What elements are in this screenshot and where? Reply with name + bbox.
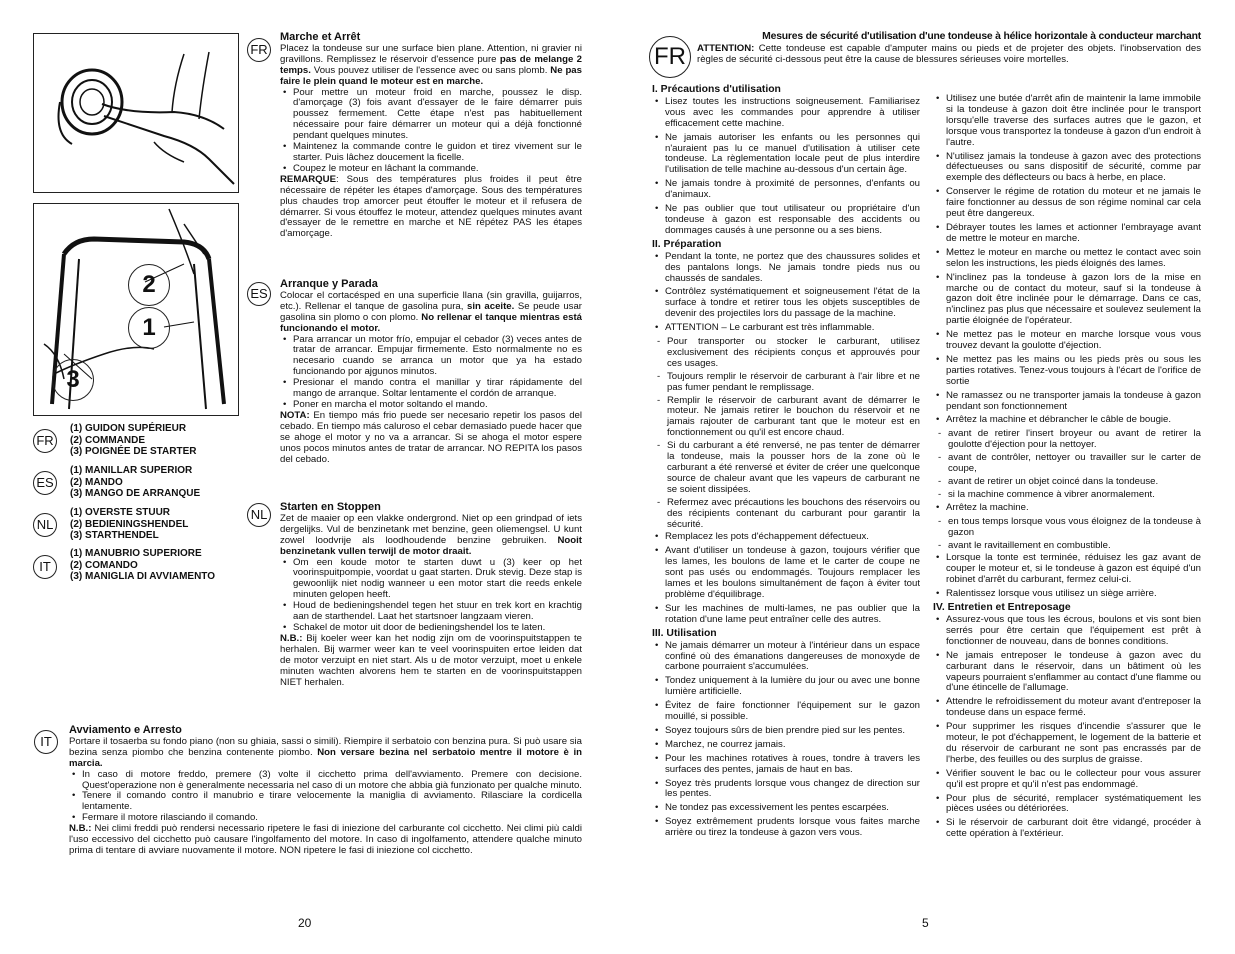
section-nl-start-stop <box>280 502 582 688</box>
bullet-list <box>652 252 920 626</box>
list-item: • Utilisez une butée d'arrêt afin de maintenir la lame immobile si la tondeuse à gazon doit être inclinée pour le transport lorsqu'elle traverse des surfaces autres que le gazon, et lorsque vous transportez la tondeuse à gazon d'un endroit à l'autre. <box>933 94 1201 149</box>
section-intro: Zet de maaier op een vlakke ondergrond. Niet op een grindpad of iets dergelijks. Vul de benzinetank met benzine, geen oliemengsel. U kunt zowel loodvrije als loodhoudende benzine gebruiken. Nooit benzinetank vullen terwijl de motor draait. <box>280 512 582 557</box>
list-item: • Marchez, ne courrez jamais. <box>652 740 920 751</box>
lang-badge-fr-right: FR <box>649 36 691 78</box>
legend-line: (1) OVERSTE STUUR <box>70 507 171 518</box>
section-intro: Portare il tosaerba su fondo piano (non su ghiaia, sassi o simili). Riempire il serbatoio con benzina pura. Si può usare sia bezina senza piombo che benzina contenente piombo. Non versare bezina nel serbatoio mentre il motore è in marcia. <box>69 735 583 769</box>
list-item: • Pour plus de sécurité, remplacer systématiquement les pièces usées ou détériorées. <box>933 794 1201 816</box>
list-item: • Attendre le refroidissement du moteur avant d'entreposer la tondeuse dans un espace fermé. <box>933 697 1201 719</box>
list-item: • Arrêtez la machine et débrancher le câble de bougie. <box>933 415 1201 426</box>
lang-badge-es-section: ES <box>247 282 271 306</box>
legend-line: (2) BEDIENINGSHENDEL <box>70 518 189 530</box>
lang-badge-nl-section: NL <box>247 503 271 527</box>
section-es-start-stop <box>280 279 582 465</box>
list-item: • Contrôlez systématiquement et soigneusement l'état de la surface à tondre et retirer tous les objets susceptibles de devenir des projectiles lors du passage de la machine. <box>652 287 920 320</box>
page-number-left: 20 <box>298 916 312 930</box>
list-item: • Remplacez les pots d'échappement défectueux. <box>652 532 920 543</box>
list-item: • Coupez le moteur en lâchant la commande. <box>280 164 582 175</box>
legend-fr <box>33 423 263 463</box>
sub-list-item: - Si du carburant a été renversé, ne pas tenter de démarrer la tondeuse, mais la pousser hors de la zone où le carburant a été renversé et éviter de créer une quelconque source de chaleur avant que les vapeurs de carburant ne se soient dissipées. <box>652 441 920 496</box>
list-item: • ATTENTION – Le carburant est très inflammable. <box>652 323 920 334</box>
section-note: NOTA: En tiempo más frio puede ser necesario repetir los pasos del cebado. En tiempo más caluroso el cebar demasiado puede hacer que se ahoge el motor y no va a arrancar. Si se ahoga el motor espere unos pocos minutos antes de tratar de arrancar. NO REPITA los pasos del cebado. <box>280 409 582 465</box>
sub-list-item: - si la machine commence à vibrer anormalement. <box>933 490 1201 501</box>
list-item: • Pour supprimer les risques d'incendie s'assurer que le moteur, le pot d'échappement, le logement de la batterie et du réservoir de carburant ne sont pas encrassés par de l'herbe, des feuilles ou des surplus de graisse. <box>933 722 1201 766</box>
legend-es <box>33 465 263 505</box>
list-item: • Houd de bedieningshendel tegen het stuur en trek kort en krachtig aan de starthendel. Laat het startsnoer langzaam vieren. <box>280 601 582 623</box>
list-item: • Pour mettre un moteur froid en marche, poussez le disp. d'amorçage (3) fois avant d'essayer de le faire démarrer puis poussez fermement. Cette étape n'est pas habituellement nécessaire pour faire démarrer un moteur qui a déjà fonctionné pendant quelques minutes. <box>280 88 582 143</box>
section-intro: Colocar el cortacésped en una superficie llana (sin gravilla, guijarros, etc.). Rellenar el tanque de gasolina pura, sin aceite. Se peude usar gasolina sin plomo o con plomo. No rellenar el tanque mientras está funcionando el motor. <box>280 289 582 334</box>
primer-illustration <box>34 34 238 192</box>
label-1: 1 <box>128 307 170 349</box>
list-item: • Lorsque la tonte est terminée, réduisez les gaz avant de couper le moteur et, si le tondeuse à gazon est équipé d'un robinet d'arrêt du carburant, fermez celui-ci. <box>933 553 1201 586</box>
list-item: • N'inclinez pas la tondeuse à gazon lors de la mise en marche ou de contact du moteur, sauf si la tondeuse à gazon doit être inclinée pour le démarrage. Dans ce cas, n'inclinez pas plus que nécessaire et soulevez seulement la partie éloignée de l'opérateur. <box>933 273 1201 328</box>
legend-line: (2) MANDO <box>70 476 123 488</box>
list-item: • Sur les machines de multi-lames, ne pas oublier que la rotation d'une lame peut entraîner celle des autres. <box>652 604 920 626</box>
lang-badge-it: IT <box>33 555 57 579</box>
list-item: • N'utilisez jamais la tondeuse à gazon avec des protections défectueuses ou sans dispositif de sécurité, comme par exemple des déflecteurs ou bacs à herbe, en place. <box>933 152 1201 185</box>
lang-badge-es: ES <box>33 471 57 495</box>
bullet-list <box>69 770 582 825</box>
list-item: • Ne jamais tondre à proximité de personnes, d'enfants ou d'animaux. <box>652 179 920 201</box>
safety-column-2 <box>933 94 1201 843</box>
list-item: • Ralentissez lorsque vous utilisez un siège arrière. <box>933 589 1201 600</box>
list-item: • Arrêtez la machine. <box>933 503 1201 514</box>
bullet-list <box>280 88 582 175</box>
list-item: • Ne jamais démarrer un moteur à l'intérieur dans un espace confiné où des émanations dangereuses de monoxyde de carbone pourraient s'accumulées. <box>652 641 920 674</box>
legend-line: (1) MANILLAR SUPERIOR <box>70 465 193 476</box>
bullet-list <box>652 97 920 237</box>
list-item: • Évitez de faire fonctionner l'équipement sur le gazon mouillé, si possible. <box>652 701 920 723</box>
list-item: • Soyez toujours sûrs de bien prendre pied sur les pentes. <box>652 726 920 737</box>
list-item: • Lisez toutes les instructions soigneusement. Familiarisez vous avec les commandes pour apprendre à utiliser efficacement cette machine. <box>652 97 920 130</box>
section-title: Starten en Stoppen <box>280 501 381 513</box>
list-item: • Si le réservoir de carburant doit être vidangé, procéder à cette opération à l'extérieur. <box>933 818 1201 840</box>
sub-list-item: - en tous temps lorsque vous vous éloignez de la tondeuse à gazon <box>933 517 1201 539</box>
section-title: Marche et Arrêt <box>280 31 361 43</box>
list-item: • Ne jamais autoriser les enfants ou les personnes qui n'auraient pas lu ce manuel d'utilisation à utiliser cete tondeuse. La règlementation locale peut de plus interdire l'utilisation de telle machine au-dessous d'un certain âge. <box>652 133 920 177</box>
bullet-list <box>280 558 582 634</box>
lang-badge-it-section: IT <box>34 730 58 754</box>
list-item: • Pour les machines rotatives à roues, tondre à travers les surfaces des pentes, jamais de haut en bas. <box>652 754 920 776</box>
section-intro: Placez la tondeuse sur une surface bien plane. Attention, ni gravier ni gravillons. Remplissez le réservoir d'essence pure pas de melange 2 temps. Vous pouvez utiliser de l'essence avec ou sans plomb. Ne pas faire le plein quand le moteur est en marche. <box>280 42 583 87</box>
section-heading: IV. Entretien et Entreposage <box>933 602 1071 614</box>
section-it-start-stop <box>69 725 582 857</box>
list-item: • Avant d'utiliser un tondeuse à gazon, toujours vérifier que les lames, les boulons de lame et le carter de coupe ne sont pas usés ou endommagés. Toujours remplacer les lames et les boulons simultanément de façon à éviter tout problème d'équilibrage. <box>652 546 920 601</box>
sub-list-item: - Refermez avec précautions les bouchons des réservoirs ou des récipients contenant du carburant pour garantir la sécurité. <box>652 498 920 531</box>
sub-list-item: - Remplir le réservoir de carburant avant de démarrer le moteur. Ne jamais retirer le bouchon du réservoir et ne jamais rajouter de carburant tant que le moteur est en fonctionnement ou qu'il est encore chaud. <box>652 396 920 440</box>
sub-list-item: - avant de retirer l'insert broyeur ou avant de retirer la goulotte d'éjection pour la nettoyer. <box>933 429 1201 451</box>
list-item: • Tondez uniquement à la lumière du jour ou avec une bonne lumière artificielle. <box>652 676 920 698</box>
legend-it <box>33 548 273 588</box>
sub-list-item: - avant de contrôler, nettoyer ou travailler sur le carter de coupe, <box>933 453 1201 475</box>
list-item: • Soyez extrêmement prudents lorsque vous faites marche arrière ou tirez la tondeuse à gazon vers vous. <box>652 817 920 839</box>
legend-line: (1) MANUBRIO SUPERIORE <box>70 548 202 559</box>
bullet-list <box>280 335 582 411</box>
sub-list-item: - avant de retirer un objet coincé dans la tondeuse. <box>933 477 1201 488</box>
lang-badge-nl: NL <box>33 513 57 537</box>
safety-column-1 <box>652 82 920 842</box>
list-item: • Soyez très prudents lorsque vous changez de direction sur les pentes. <box>652 779 920 801</box>
section-title: Arranque y Parada <box>280 278 378 290</box>
list-item: • Fermare il motore rilasciando il comando. <box>69 813 582 824</box>
safety-header <box>697 32 1201 66</box>
list-item: • Poner en marcha el motor soltando el mando. <box>280 400 582 411</box>
list-item: • Ne mettez pas les mains ou les pieds près ou sous les parties rotatives. Tenez-vous toujours à l'écart de l'orifice de sortie <box>933 355 1201 388</box>
figure-primer <box>33 33 239 193</box>
section-title: Avviamento e Arresto <box>69 724 182 736</box>
list-item: • Para arrancar un motor frío, empujar el cebador (3) veces antes de tratar de arrancar. Empujar firmemente. Esto normalmente no es necesario cuando se arranca un motor que ya ha estado funcionando por ajgunos minutos. <box>280 335 582 379</box>
bullet-list <box>933 94 1201 600</box>
list-item: • Ne mettez pas le moteur en marche lorsque vous vous trouvez devant la goulotte d'éjection. <box>933 330 1201 352</box>
list-item: • Conserver le régime de rotation du moteur et ne jamais le faire fonctionner au dessus de son régime nominal car cela peut être dangereux. <box>933 187 1201 220</box>
list-item: • Vérifier souvent le bac ou le collecteur pour vous assurer qu'il est propre et qu'il n'est pas endommagé. <box>933 769 1201 791</box>
legend-line: (3) MANIGLIA DI AVVIAMENTO <box>70 571 215 582</box>
sub-list-item: - Toujours remplir le réservoir de carburant à l'air libre et ne pas fumer pendant le remplissage. <box>652 372 920 394</box>
list-item: • Ne tondez pas excessivement les pentes escarpées. <box>652 803 920 814</box>
list-item: • Schakel de motor uit door de bedieningshendel los te laten. <box>280 623 582 634</box>
label-3: 3 <box>52 359 94 401</box>
bullet-list <box>933 615 1201 840</box>
page-title: Mesures de sécurité d'utilisation d'une tondeuse à hélice horizontale à conducteur marchant <box>762 31 1201 42</box>
list-item: • Presionar el mando contra el manillar y tirar rápidamente del mango de arranque. Soltar lentamente el cordón de arranque. <box>280 378 582 400</box>
list-item: • Ne pas oublier que tout utilisateur ou propriétaire d'un tondeuse à gazon est responsable des accidents ou dommages causés à une personne ou a ses biens. <box>652 204 920 237</box>
list-item: • Om een koude motor te starten duwt u (3) keer op het voorinspuitpompie, voordat u gaat starten. Druk stevig. Deze stap is gewoonlijk niet nodig wanneer u een motor start die reeds enkele minuten gelopen heeft. <box>280 558 582 602</box>
list-item: • In caso di motore freddo, premere (3) volte il cicchetto prima dell'avviamento. Premere con decisione. Quest'operazione non è generalmente necessaria nel caso di un motore che abbia già funzionato per qualche minuto. <box>69 770 582 792</box>
list-item: • Pendant la tonte, ne portez que des chaussures solides et des pantalons longs. Ne jamais tondre pieds nus ou chaussés de sandales. <box>652 252 920 285</box>
label-2: 2 <box>128 264 170 306</box>
list-item: • Ne ramassez ou ne transporter jamais la tondeuse à gazon pendant son fonctionnement <box>933 391 1201 413</box>
list-item: • Maintenez la commande contre le guidon et tirez vivement sur le starter. Puis lâchez doucement la ficelle. <box>280 142 582 164</box>
section-note: REMARQUE: Sous des températures plus froides il peut être nécessaire de répéter les étapes d'amorçage. Sous des températures plus chaudes trop amorcer peut étouffer le moteur et il refusera de démarrer. Si vous étouffez le moteur, attendez quelques minutes avant d'essayer de le remettre en marche et NE répétez PAS les étapes d'amorçage. <box>280 173 582 240</box>
section-note: N.B.: Nei climi freddi può rendersi necessario ripetere le fasi di iniezione del carburante col cicchetto. Nei climi più caldi l'uso eccessivo del cicchetto può causare l'ingolfamento del motore. In caso di ingolfamento, attendere qualche minuto prima di tentare di avviare nuovamente il motore. NON ripetere le fasi di iniezione col cicchetto. <box>69 823 582 856</box>
list-item: • Assurez-vous que tous les écrous, boulons et vis sont bien serrés pour être certain que l'équipement est prêt à fonctionner de nouveau, dans de bonnes conditions. <box>933 615 1201 648</box>
legend-line: (3) MANGO DE ARRANQUE <box>70 488 201 499</box>
section-heading: III. Utilisation <box>652 627 717 639</box>
page-number-right: 5 <box>922 916 929 930</box>
figure-handle <box>33 203 239 416</box>
legend-nl <box>33 507 263 547</box>
section-heading: II. Préparation <box>652 238 722 250</box>
attention-text: ATTENTION: Cette tondeuse est capable d'amputer mains ou pieds et de projeter des objets. l'inobservation des règles de sécurité ci-dessous peut être la cause de blessures sérieuses voire mortelles. <box>697 42 1201 65</box>
list-item: • Débrayer toutes les lames et actionner l'embrayage avant de mettre le moteur en marche. <box>933 223 1201 245</box>
list-item: • Mettez le moteur en marche ou mettez le contact avec soin selon les instructions, les pieds éloignés des lames. <box>933 248 1201 270</box>
legend-line: (3) POIGNÉE DE STARTER <box>70 446 197 457</box>
sub-list-item: - avant le ravitaillement en combustible. <box>933 541 1201 552</box>
list-item: • Tenere il comando contro il manubrio e tirare velocemente la maniglia di avviamento. Rilasciare la cordicella lentamente. <box>69 791 582 813</box>
legend-line: (1) GUIDON SUPÉRIEUR <box>70 423 187 434</box>
lang-badge-fr-section: FR <box>247 38 271 62</box>
list-item: • Ne jamais entreposer le tondeuse à gazon avec du carburant dans le réservoir, dans un bâtiment où les vapeurs pourraient s'enflammer au contact d'une flamme ou d'une étincelle de l'allumage. <box>933 651 1201 695</box>
bullet-list <box>652 641 920 840</box>
sub-list-item: - Pour transporter ou stocker le carburant, utilisez exclusivement des récipients conçus et approuvés pour ces usages. <box>652 337 920 370</box>
section-note: N.B.: Bij koeler weer kan het nodig zijn om de voorinspuitstappen te herhalen. Bij warmer weer kan te veel voorinspuiten ertoe leiden dat de motor verzuipt en niet start. Als u de motor verzuipt, moet u enkele minuten wachten alvorens hem te starten en de voorinspuitstappen NIET herhalen. <box>280 632 582 688</box>
lang-badge-fr: FR <box>33 429 57 453</box>
legend-line: (2) COMANDO <box>70 559 138 571</box>
section-heading: I. Précautions d'utilisation <box>652 84 781 95</box>
legend-line: (3) STARTHENDEL <box>70 530 159 541</box>
section-fr-start-stop <box>280 32 582 240</box>
legend-line: (2) COMMANDE <box>70 434 145 446</box>
